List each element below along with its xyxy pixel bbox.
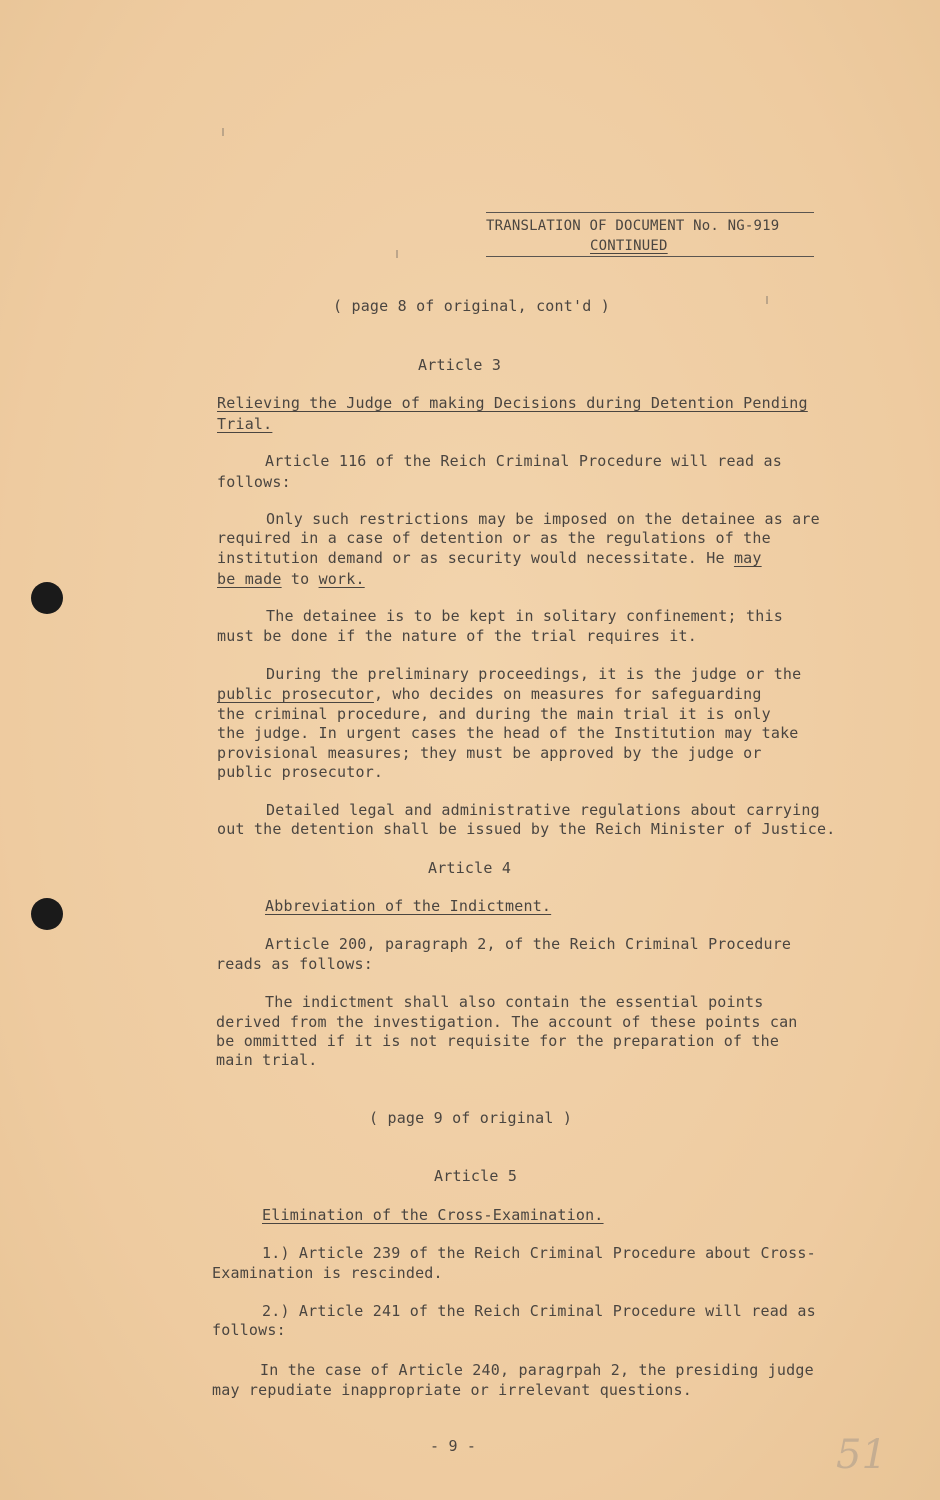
article-3-para-3: must be done if the nature of the trial requires it. xyxy=(217,627,697,645)
article-4-para-1: Article 200, paragraph 2, of the Reich Criminal Procedure xyxy=(265,935,792,953)
document-header-title: TRANSLATION OF DOCUMENT No. NG-919 xyxy=(486,218,780,234)
article-3-para-5: out the detention shall be issued by the Reich Minister of Justice. xyxy=(217,820,836,838)
article-3-para-3: The detainee is to be kept in solitary confinement; this xyxy=(266,607,783,625)
article-3-para-5: Detailed legal and administrative regulations about carrying xyxy=(266,801,820,819)
paper-speck xyxy=(396,250,398,258)
article-3-para-1: Article 116 of the Reich Criminal Procedure will read as xyxy=(265,452,782,470)
article-3-title: Relieving the Judge of making Decisions during Detention Pending xyxy=(217,394,808,412)
binder-hole xyxy=(31,898,63,930)
document-header-continued: CONTINUED xyxy=(590,238,668,254)
page-note-top: ( page 8 of original, cont'd ) xyxy=(333,297,610,315)
article-3-para-4: public prosecutor. xyxy=(217,763,384,781)
article-3-para-2: be made to work. xyxy=(217,570,365,588)
header-rule-top xyxy=(486,212,814,213)
article-3-para-4: the criminal procedure, and during the main trial it is only xyxy=(217,705,771,723)
article-3-para-4: During the preliminary proceedings, it is the judge or the xyxy=(266,665,802,683)
article-4-para-2: be ommitted if it is not requisite for the preparation of the xyxy=(216,1032,780,1050)
binder-hole xyxy=(31,582,63,614)
article-5-para-1: 1.) Article 239 of the Reich Criminal Procedure about Cross- xyxy=(262,1244,816,1262)
article-5-para-2: 2.) Article 241 of the Reich Criminal Procedure will read as xyxy=(262,1302,816,1320)
article-5-para-1: Examination is rescinded. xyxy=(212,1264,443,1282)
paper-speck xyxy=(766,296,768,304)
article-4-para-2: main trial. xyxy=(216,1051,318,1069)
article-3-heading: Article 3 xyxy=(418,356,502,374)
article-5-title: Elimination of the Cross-Examination. xyxy=(262,1206,604,1224)
article-4-title: Abbreviation of the Indictment. xyxy=(265,897,552,915)
article-4-para-2: The indictment shall also contain the essential points xyxy=(265,993,764,1011)
page-note-mid: ( page 9 of original ) xyxy=(369,1109,573,1127)
article-3-para-2: required in a case of detention or as the regulations of the xyxy=(217,529,771,547)
article-3-para-4: provisional measures; they must be approved by the judge or xyxy=(217,744,762,762)
page-number: - 9 - xyxy=(430,1437,477,1455)
article-5-para-3: In the case of Article 240, paragrpah 2, the presiding judge xyxy=(260,1361,814,1379)
article-3-para-1: follows: xyxy=(217,473,291,491)
article-3-para-2: institution demand or as security would necessitate. He may xyxy=(217,549,762,567)
header-rule-bottom xyxy=(486,256,814,257)
article-3-para-2: Only such restrictions may be imposed on the detainee as are xyxy=(266,510,820,528)
article-4-para-1: reads as follows: xyxy=(216,955,373,973)
article-3-para-4: the judge. In urgent cases the head of the Institution may take xyxy=(217,724,799,742)
article-3-para-4: public prosecutor, who decides on measures for safeguarding xyxy=(217,685,762,703)
article-5-para-2: follows: xyxy=(212,1321,286,1339)
paper-speck xyxy=(222,128,224,136)
article-5-para-3: may repudiate inappropriate or irrelevant questions. xyxy=(212,1381,692,1399)
handwritten-margin-mark: 51 xyxy=(836,1432,887,1478)
article-4-para-2: derived from the investigation. The account of these points can xyxy=(216,1013,798,1031)
article-3-title-cont: Trial. xyxy=(217,415,273,433)
article-4-heading: Article 4 xyxy=(428,859,512,877)
article-5-heading: Article 5 xyxy=(434,1167,518,1185)
